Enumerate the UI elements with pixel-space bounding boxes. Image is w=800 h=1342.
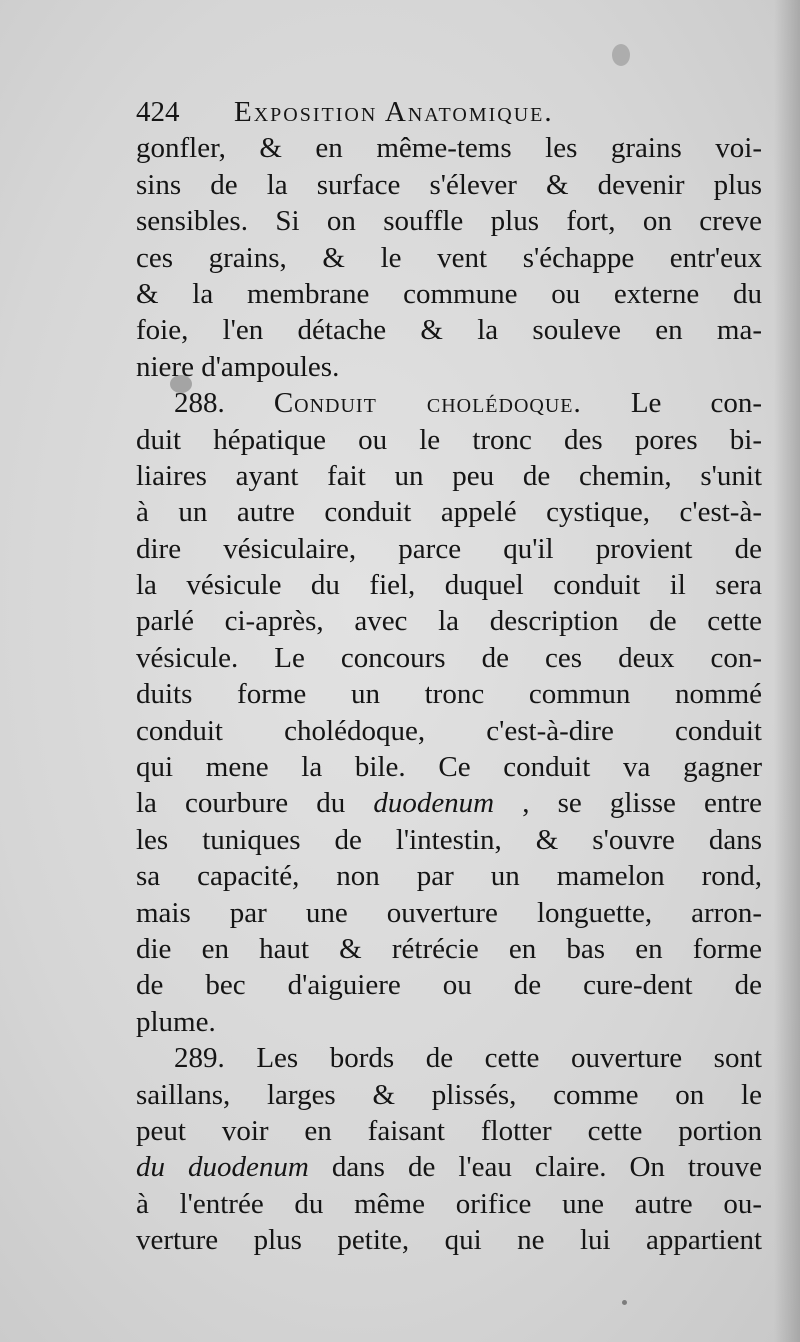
running-header [136,94,762,130]
text-line: verture plus petite, qui ne lui appartient [136,1224,762,1257]
text-line: liaires ayant fait un peu de chemin, s'unit [136,459,762,492]
section-288-heading-line [136,385,762,421]
text-line: niere d'ampoules. [136,350,340,383]
text-line: duit hépatique ou le tronc des pores bi- [136,423,762,456]
text-line: conduit cholédoque, c'est-à-dire conduit [136,714,762,747]
text-line: saillans, larges & plissés, comme on le [136,1078,762,1111]
text-line: sins de la surface s'élever & devenir plus [136,168,762,201]
section-number: 288. [174,387,225,420]
text-line: dire vésiculaire, parce qu'il provient de [136,532,762,565]
text-line: sa capacité, non par un mamelon rond, [136,860,762,893]
text-line: foie, l'en détache & la souleve en ma- [136,314,762,347]
text-line: parlé ci-après, avec la description de cette [136,605,762,638]
text-line: la vésicule du fiel, duquel conduit il sera [136,569,762,602]
text-line: qui mene la bile. Ce conduit va gagner [136,751,762,784]
italic-term: du duodenum [136,1151,309,1184]
text-line: duits forme un tronc commun nommé [136,678,762,711]
text-fragment: dans de l'eau claire. On trouve [331,1151,762,1184]
text-fragment: Le con- [630,387,762,420]
italic-term: duodenum [373,787,495,820]
text-fragment: , se glisse entre [522,787,762,820]
text-line: ces grains, & le vent s'échappe entr'eux [136,241,762,274]
page-number: 424 [136,96,180,128]
running-title: Exposition Anatomique. [234,96,554,128]
text-line: mais par une ouverture longuette, arron- [136,896,762,929]
text-line: sensibles. Si on souffle plus fort, on creve [136,205,762,238]
text-line: les tuniques de l'intestin, & s'ouvre dans [136,823,762,856]
text-line [136,785,762,821]
text-line [136,1149,762,1185]
text-line: 289. Les bords de cette ouverture sont [174,1042,762,1075]
ink-spot [612,44,630,66]
text-line: de bec d'aiguiere ou de cure-dent de [136,969,762,1002]
page-text [136,94,762,1259]
text-line: die en haut & rétrécie en bas en forme [136,932,762,965]
text-line: plume. [136,1005,216,1038]
text-line: peut voir en faisant flotter cette portion [136,1114,762,1147]
text-line: & la membrane commune ou externe du [136,277,762,310]
text-line: à l'entrée du même orifice une autre ou- [136,1187,762,1220]
text-line: gonfler, & en même-tems les grains voi- [136,132,762,165]
section-title: Conduit cholédoque. [273,387,582,420]
text-fragment: la courbure du [136,787,346,820]
text-line: à un autre conduit appelé cystique, c'est-à- [136,496,762,529]
text-line: vésicule. Le concours de ces deux con- [136,641,762,674]
page-gutter-shadow [774,0,800,1342]
ink-spot [622,1300,627,1305]
